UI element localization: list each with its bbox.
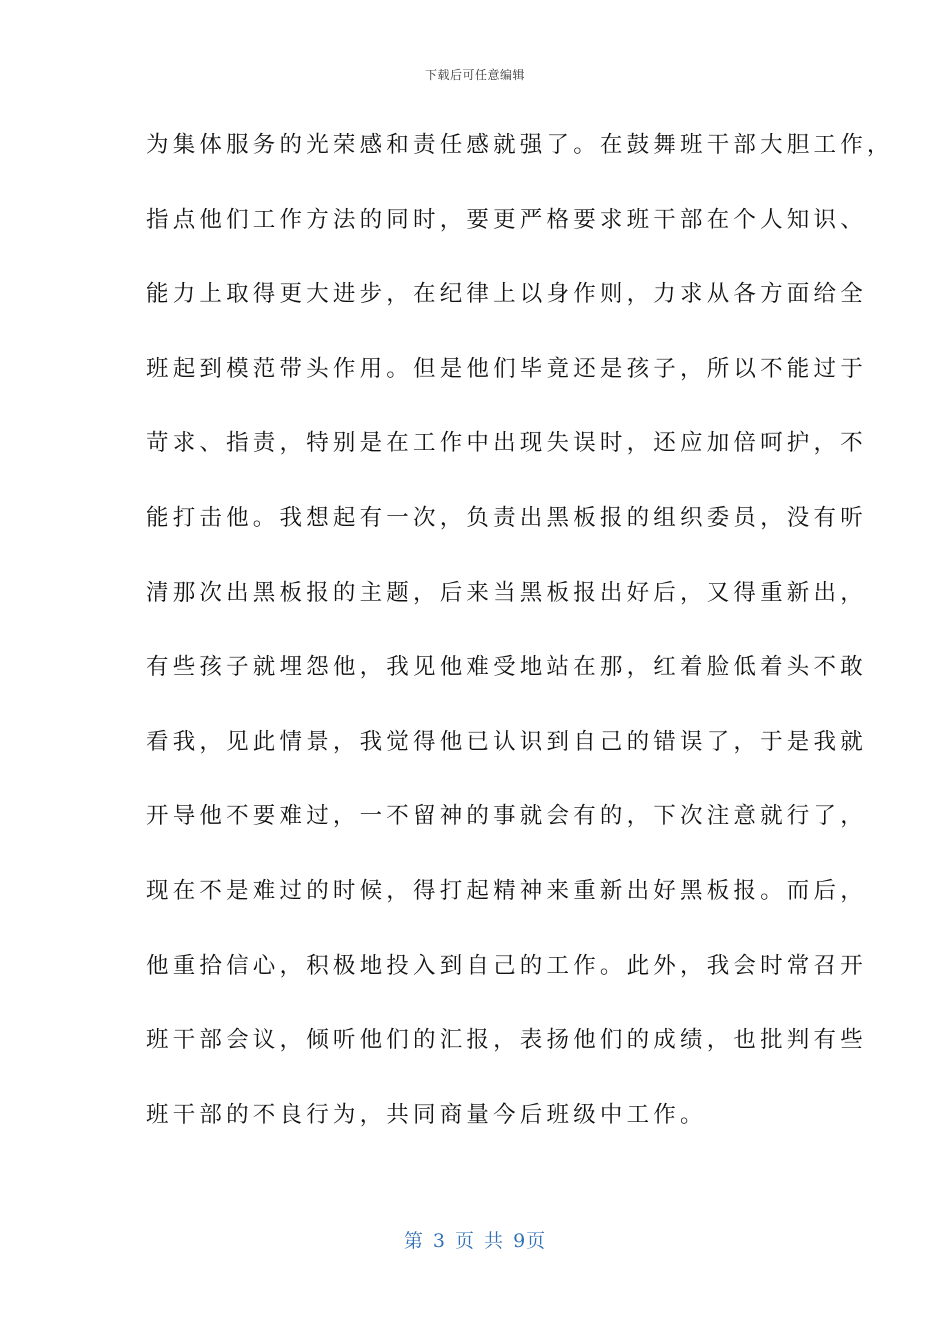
page-header-note: 下载后可任意编辑	[424, 68, 525, 82]
page-number-footer: 第 3 页 共 9页	[403, 1230, 547, 1252]
text-line-5: 苛求、指责，特别是在工作中出现失误时，还应加倍呵护，不	[146, 430, 867, 457]
text-line-7: 清那次出黑板报的主题，后来当黑板报出好后，又得重新出，	[146, 579, 867, 606]
text-line-3: 能力上取得更大进步，在纪律上以身作则，力求从各方面给全	[146, 281, 867, 308]
text-line-2: 指点他们工作方法的同时，要更严格要求班干部在个人知识、	[146, 206, 867, 233]
text-line-11: 现在不是难过的时候，得打起精神来重新出好黑板报。而后，	[146, 877, 867, 904]
document-body	[146, 126, 894, 1170]
text-line-4: 班起到模范带头作用。但是他们毕竟还是孩子，所以不能过于	[146, 355, 867, 382]
text-line-13: 班干部会议，倾听他们的汇报，表扬他们的成绩，也批判有些	[146, 1027, 867, 1054]
text-line-10: 开导他不要难过，一不留神的事就会有的，下次注意就行了，	[146, 803, 867, 830]
text-line-1: 为集体服务的光荣感和责任感就强了。在鼓舞班干部大胆工作，	[146, 132, 894, 158]
text-line-12: 他重拾信心，积极地投入到自己的工作。此外，我会时常召开	[146, 952, 867, 979]
text-line-14: 班干部的不良行为，共同商量今后班级中工作。	[146, 1101, 707, 1128]
text-line-6: 能打击他。我想起有一次，负责出黑板报的组织委员，没有听	[146, 504, 867, 531]
text-line-9: 看我，见此情景，我觉得他已认识到自己的错误了，于是我就	[146, 728, 867, 755]
text-line-8: 有些孩子就埋怨他，我见他难受地站在那，红着脸低着头不敢	[146, 654, 867, 681]
